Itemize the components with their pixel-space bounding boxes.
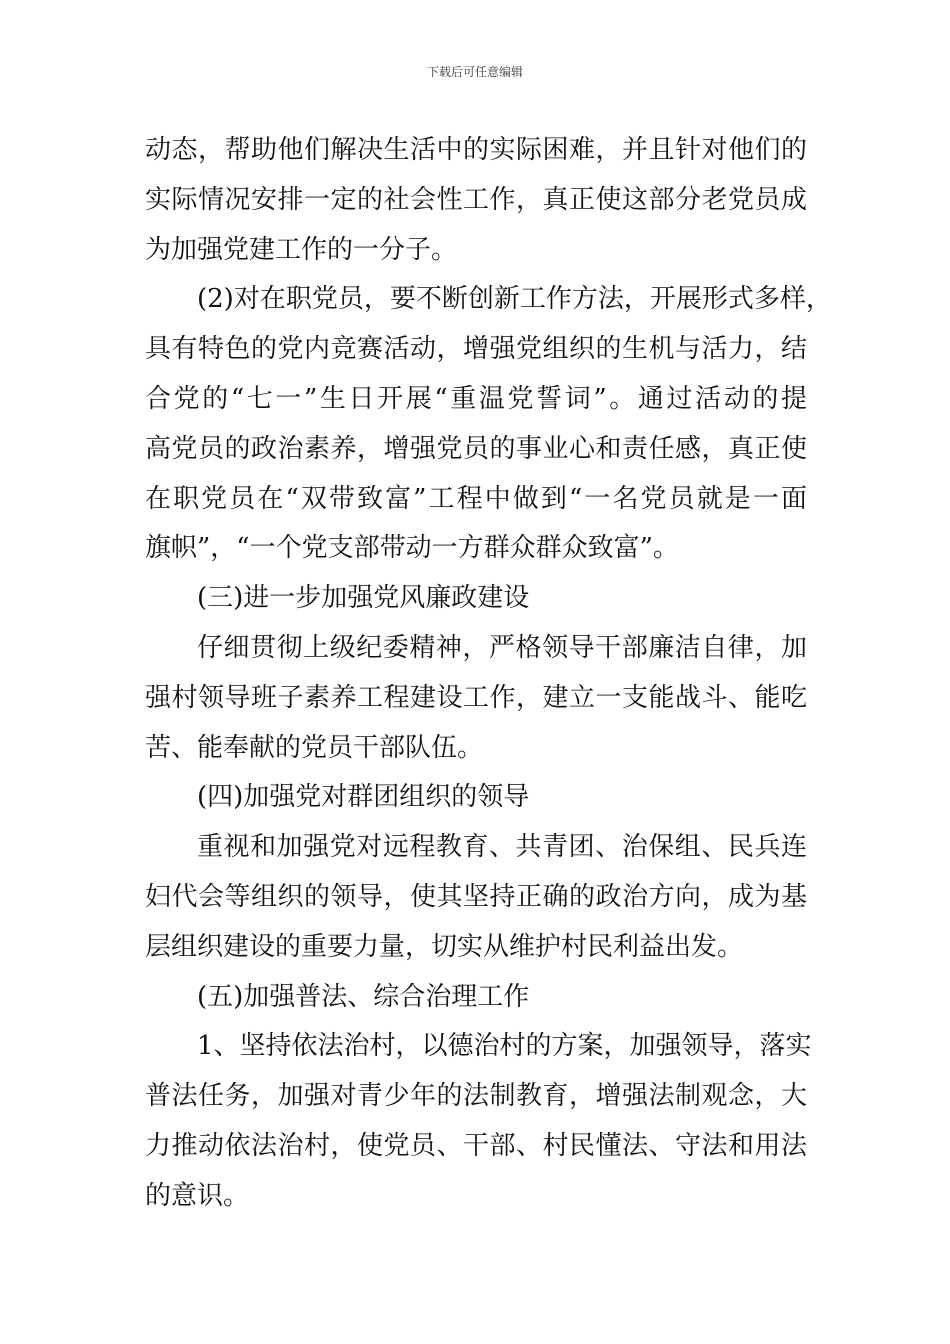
text-line: 力推动依法治村，使党员、干部、村民懂法、守法和用法 (145, 1130, 807, 1161)
text-line: 1、坚持依法治村，以德治村的方案，加强领导，落实 (197, 1031, 812, 1062)
text-line: 妇代会等组织的领导，使其坚持正确的政治方向，成为基 (145, 881, 807, 912)
text-line: (2)对在职党员，要不断创新工作方法，开展形式多样， (197, 284, 832, 315)
text-line: 为加强党建工作的一分子。 (145, 234, 458, 265)
text-line: 实际情况安排一定的社会性工作，真正使这部分老党员成 (145, 184, 807, 215)
text-line: 强村领导班子素养工程建设工作，建立一支能战斗、能吃 (145, 682, 807, 713)
text-line: 层组织建设的重要力量，切实从维护村民利益出发。 (145, 931, 744, 962)
text-line: 合党的“七一”生日开展“重温党誓词”。通过活动的提 (145, 383, 807, 414)
text-line: 在职党员在“双带致富”工程中做到“一名党员就是一面 (145, 483, 807, 514)
document-body (145, 126, 832, 1222)
text-line: 高党员的政治素养，增强党员的事业心和责任感，真正使 (145, 433, 807, 464)
page-header: 下载后可任意编辑 (426, 65, 523, 79)
text-line: 重视和加强党对远程教育、共青团、治保组、民兵连 (197, 832, 807, 863)
text-line: 普法任务，加强对青少年的法制教育，增强法制观念，大 (145, 1081, 807, 1112)
section-heading: (五)加强普法、综合治理工作 (197, 981, 530, 1012)
text-line: 的意识。 (145, 1180, 250, 1211)
text-line: 具有特色的党内竞赛活动，增强党组织的生机与活力，结 (145, 334, 807, 365)
text-line: 仔细贯彻上级纪委精神，严格领导干部廉洁自律，加 (197, 632, 807, 663)
section-heading: (四)加强党对群团组织的领导 (197, 782, 530, 813)
text-line: 动态，帮助他们解决生活中的实际困难，并且针对他们的 (145, 135, 807, 165)
text-line: 旗帜”，“一个党支部带动一方群众群众致富”。 (145, 533, 679, 564)
text-line: 苦、能奉献的党员干部队伍。 (145, 732, 484, 763)
section-heading: (三)进一步加强党风廉政建设 (197, 583, 530, 614)
